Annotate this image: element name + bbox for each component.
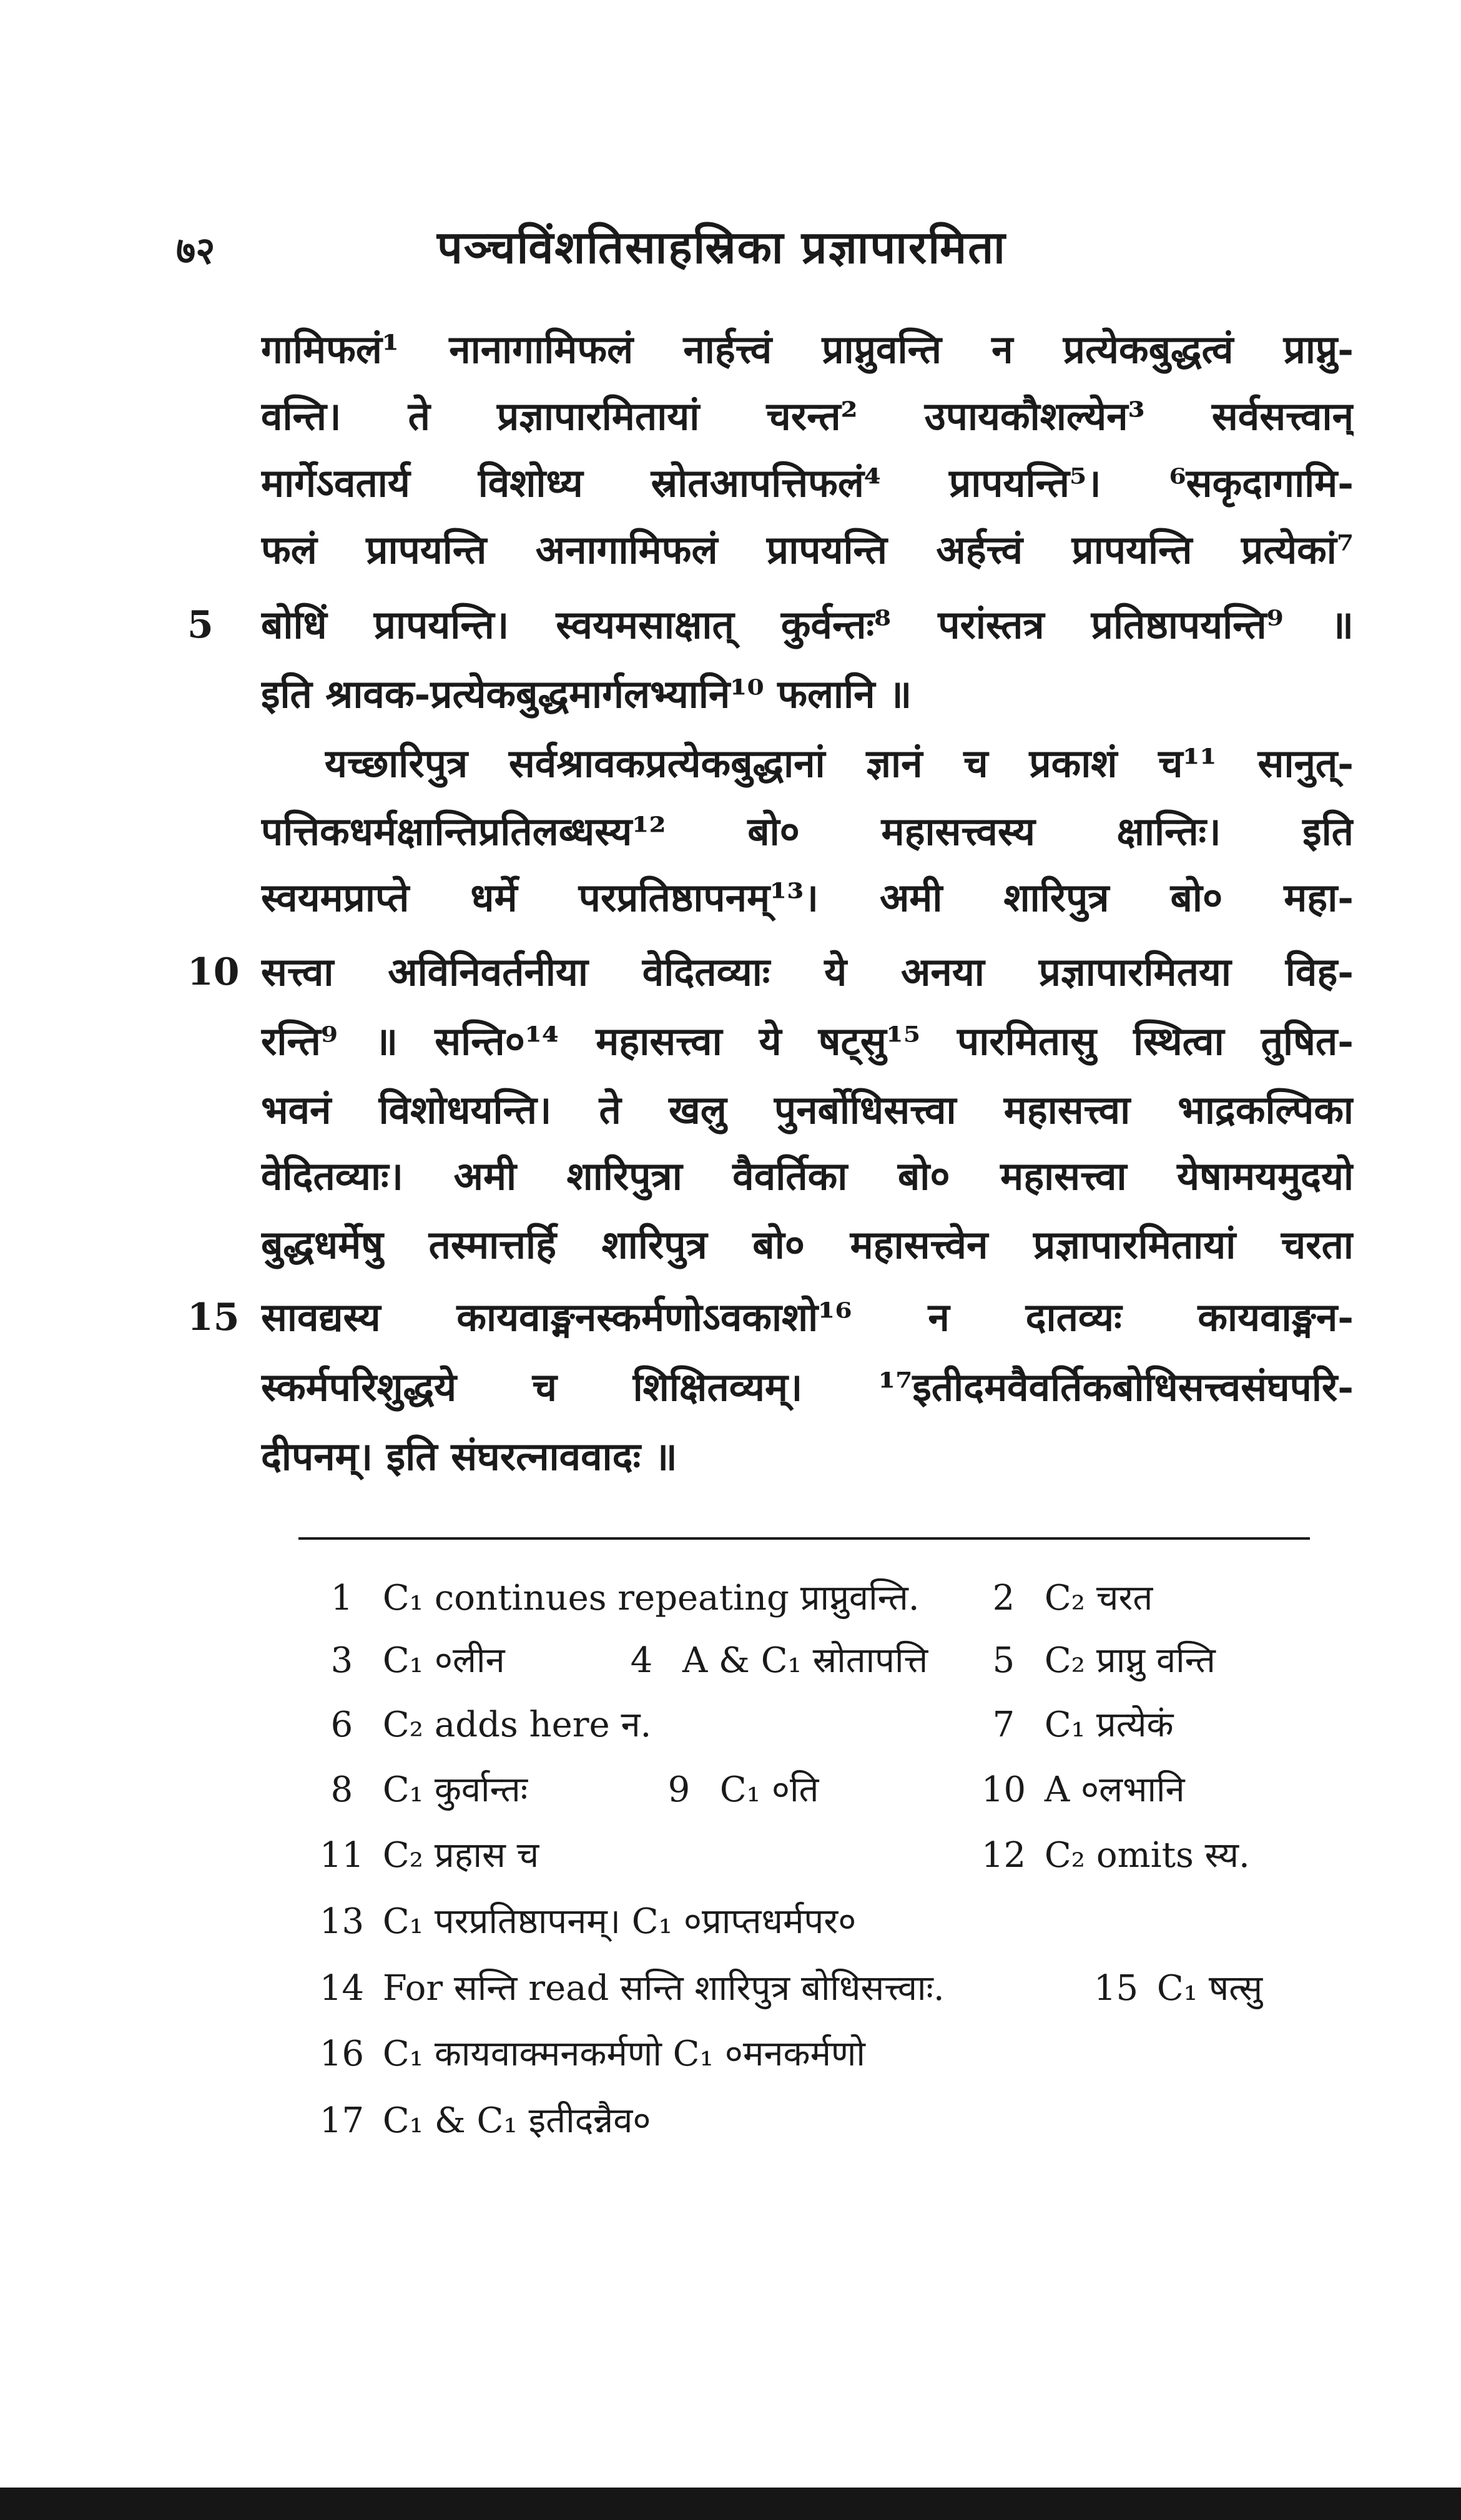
line-number: 10 (187, 950, 240, 994)
text-line: गामिफलं¹ नानागामिफलं नार्हत्त्वं प्राप्नुवन्ति न प्रत्येकबुद्धत्वं प्राप्नु- (261, 327, 1354, 372)
text-line: भवनं विशोधयन्ति। ते खलु पुनर्बोधिसत्त्वा महासत्त्वा भाद्रकल्पिका (261, 1087, 1354, 1133)
footnote-number: 2 (992, 1578, 1015, 1618)
text-line: बोधिं प्रापयन्ति। स्वयमसाक्षात् कुर्वन्तः⁸ परांस्तत्र प्रतिष्ठापयन्ति⁹ ॥ (261, 602, 1354, 647)
footnote-text: C₂ प्रहास च (382, 1835, 539, 1876)
footnote (312, 1828, 539, 1884)
running-head: पञ्चविंशतिसाहस्रिका प्रज्ञापारमिता (437, 220, 1006, 273)
footnote-number: 14 (319, 1968, 365, 2009)
footnote (974, 1828, 1250, 1884)
footnote-number: 12 (981, 1835, 1026, 1876)
footnote (312, 1762, 528, 1818)
text-line: दीपनम्। इति संघरत्नाववादः ॥ (261, 1434, 677, 1479)
text-line: पत्तिकधर्मक्षान्तिप्रतिलब्धस्य¹² बो० महासत्त्वस्य क्षान्तिः। इति (261, 809, 1354, 854)
footnote (312, 1894, 856, 1950)
text-line: यच्छारिपुत्र सर्वश्रावकप्रत्येकबुद्धानां ज्ञानं च प्रकाशं च¹¹ सानुत्- (325, 741, 1354, 786)
line-number: 15 (187, 1296, 240, 1339)
footnote-text: C₁ षत्सु (1156, 1968, 1263, 2009)
text-line: सत्त्वा अविनिवर्तनीया वेदितव्याः ये अनया प्रज्ञापारमितया विह- (261, 949, 1354, 995)
footnote-divider (298, 1537, 1310, 1540)
footnote (312, 1961, 945, 2017)
text-line: फलं प्रापयन्ति अनागामिफलं प्रापयन्ति अर्हत्त्वं प्रापयन्ति प्रत्येकां⁷ (261, 527, 1354, 573)
footnote-text: A & C₁ स्रोतापत्ति (682, 1640, 928, 1681)
footnote-number: 9 (667, 1769, 691, 1810)
footnote (974, 1762, 1185, 1818)
footnote (312, 1697, 651, 1753)
footnote (1086, 1961, 1262, 2017)
scan-edge-bar (0, 2488, 1461, 2520)
text-line: सावद्यस्य कायवाङ्मनस्कर्मणोऽवकाशो¹⁶ न दातव्यः कायवाङ्मन- (261, 1294, 1354, 1340)
footnote (312, 1570, 920, 1627)
footnote-text: C₁ कुर्वान्तः (382, 1769, 528, 1810)
footnote (312, 2093, 651, 2149)
footnote (974, 1570, 1153, 1627)
footnote-text: C₁ continues repeating प्राप्नुवन्ति. (382, 1578, 920, 1618)
footnote (974, 1697, 1174, 1753)
text-line: रन्ति⁹ ॥ सन्ति०¹⁴ महासत्त्वा ये षट्सु¹⁵ पारमितासु स्थित्वा तुषित- (261, 1018, 1354, 1064)
footnote-number: 5 (992, 1640, 1015, 1681)
footnote-number: 7 (992, 1705, 1015, 1745)
footnote-text: C₁ परप्रतिष्ठापनम्। C₁ ०प्राप्तधर्मपर० (382, 1901, 857, 1942)
text-line: वन्ति। ते प्रज्ञापारमितायां चरन्त² उपायकौशल्येन³ सर्वसत्त्वान् (261, 393, 1354, 439)
footnote-number: 4 (630, 1640, 653, 1681)
footnote (612, 1633, 928, 1689)
footnote-text: C₂ omits स्य. (1044, 1835, 1250, 1876)
footnote-number: 13 (319, 1901, 365, 1942)
line-number: 5 (187, 603, 214, 647)
footnote-text: C₂ चरत (1044, 1578, 1153, 1618)
footnote-number: 16 (319, 2034, 365, 2074)
footnote-text: C₁ प्रत्येकं (1044, 1705, 1174, 1745)
footnote-text: C₁ & C₁ इतीदन्नैव० (382, 2100, 651, 2141)
text-line: स्कर्मपरिशुद्धये च शिक्षितव्यम्। ¹⁷इतीदमवैवर्तिकबोधिसत्त्वसंघपरि- (261, 1364, 1354, 1410)
footnote (312, 1633, 505, 1689)
footnote-number: 8 (330, 1769, 353, 1810)
footnote-number: 11 (319, 1835, 365, 1876)
footnote-number: 15 (1093, 1968, 1139, 2009)
text-line: मार्गेऽवतार्य विशोध्य स्रोतआपत्तिफलं⁴ प्रापयन्ति⁵। ⁶सकृदागामि- (261, 460, 1354, 506)
text-line: बुद्धधर्मेषु तस्मात्तर्हि शारिपुत्र बो० महासत्त्वेन प्रज्ञापारमितायां चरता (261, 1222, 1354, 1267)
footnote (974, 1633, 1216, 1689)
footnote-text: For सन्ति read सन्ति शारिपुत्र बोधिसत्त्वाः. (382, 1968, 945, 2009)
footnote-text: C₂ adds here न. (382, 1705, 652, 1745)
footnote-number: 6 (330, 1705, 353, 1745)
footnote-number: 3 (330, 1640, 353, 1681)
footnote-text: A ०लभानि (1044, 1769, 1185, 1810)
footnote-text: C₁ ०ति (719, 1769, 819, 1810)
footnote-text: C₁ ०लीन (382, 1640, 505, 1681)
footnote-number: 10 (981, 1769, 1026, 1810)
footnote (312, 2026, 865, 2082)
footnote-text: C₁ कायवाक्मनकर्मणो C₁ ०मनकर्मणो (382, 2034, 865, 2074)
text-line: वेदितव्याः। अमी शारिपुत्रा वैवर्तिका बो० महासत्त्वा येषामयमुदयो (261, 1153, 1354, 1199)
text-line: इति श्रावक-प्रत्येकबुद्धमार्गलभ्यानि¹⁰ फलानि ॥ (261, 671, 912, 717)
footnote (649, 1762, 819, 1818)
footnote-text: C₂ प्राप्नु वन्ति (1044, 1640, 1216, 1681)
page-number: ७२ (176, 229, 215, 273)
text-line: स्वयमप्राप्ते धर्मे परप्रतिष्ठापनम्¹³। अमी शारिपुत्र बो० महा- (261, 875, 1354, 920)
footnote-number: 17 (319, 2100, 365, 2141)
footnote-number: 1 (330, 1578, 353, 1618)
